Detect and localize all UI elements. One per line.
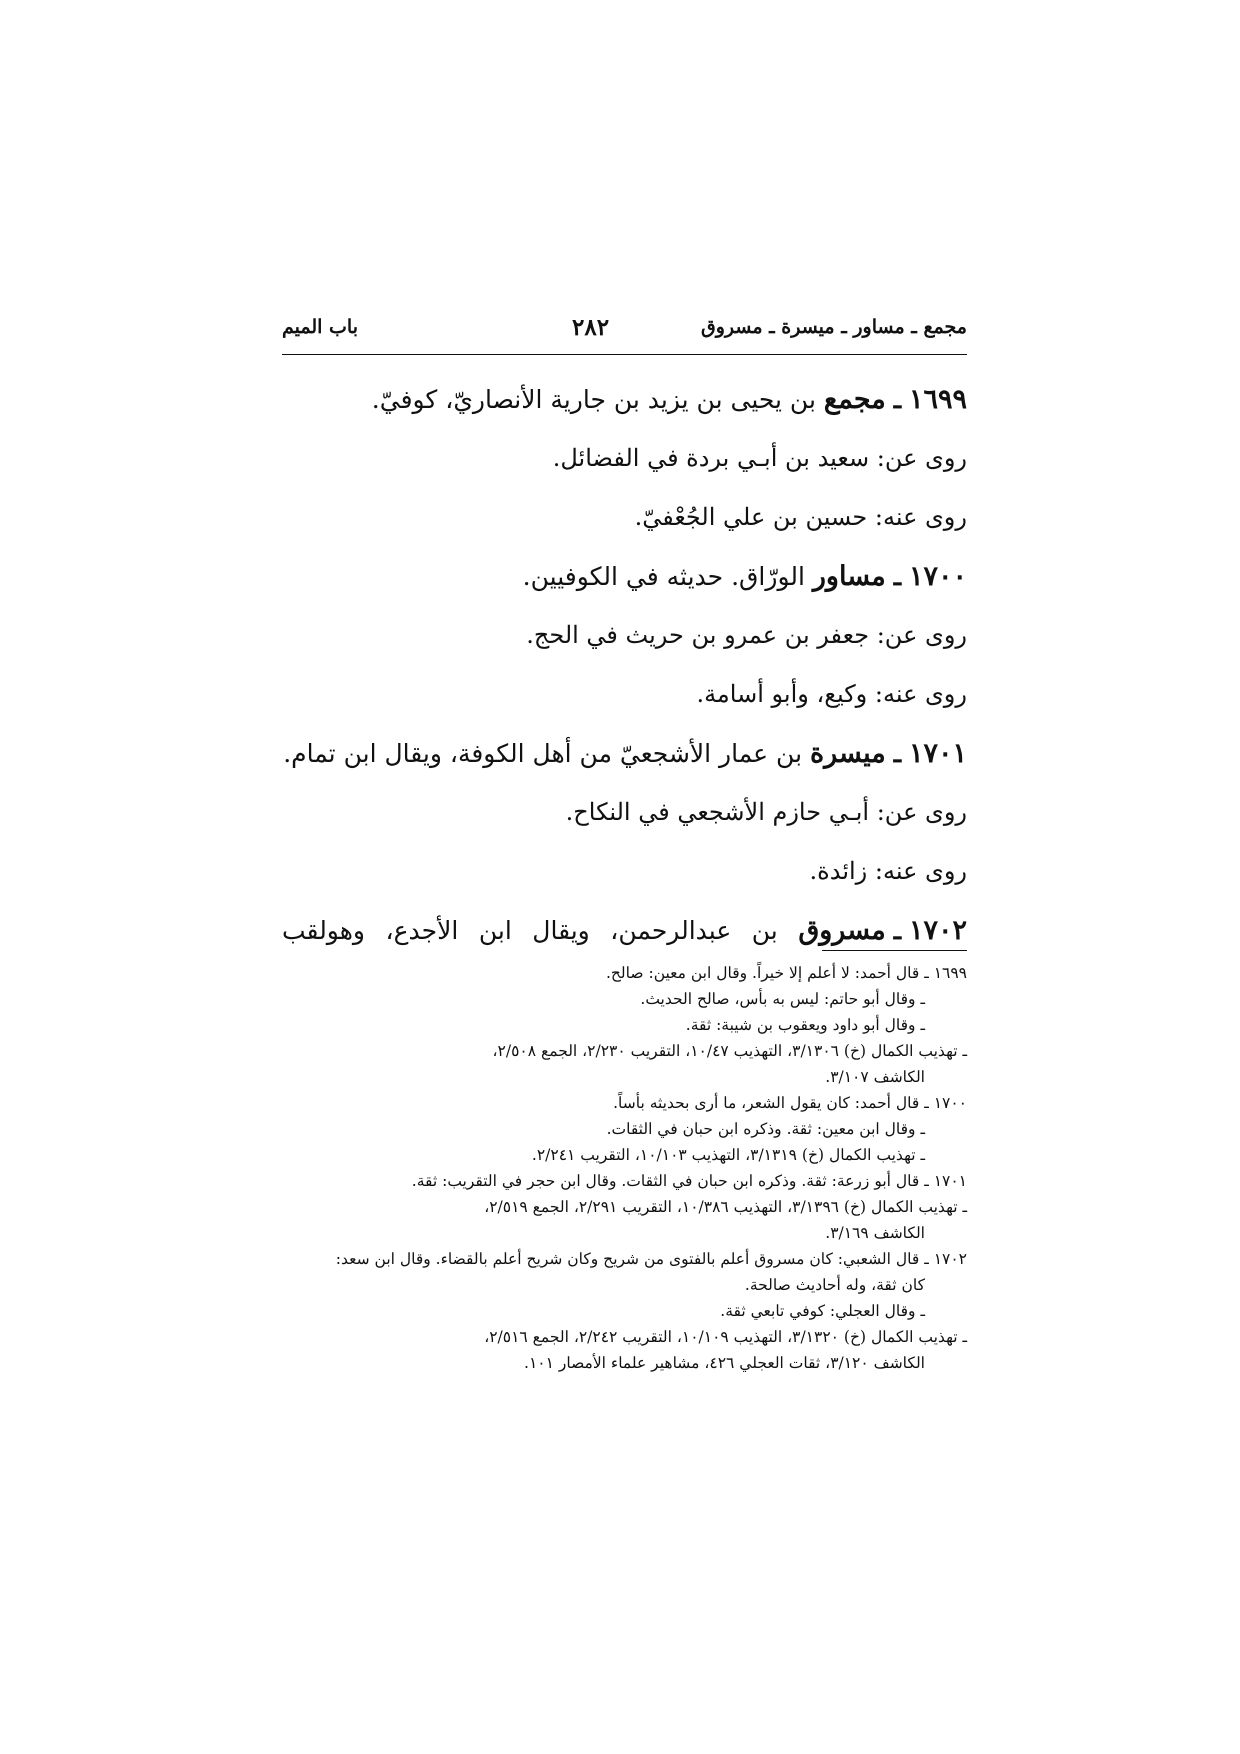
header-rule <box>282 354 967 355</box>
narrated-by-line: روى عنه: وكيع، وأبو أسامة. <box>696 680 967 708</box>
entry-number: ١٦٩٩ <box>908 384 967 415</box>
header-entry-names: مجمع ـ مساور ـ ميسرة ـ مسروق <box>700 316 967 338</box>
footnote-rule <box>822 950 967 951</box>
entry-word: عبدالرحمن، <box>610 916 732 945</box>
narrated-from-line: روى عن: سعيد بن أبـي بردة في الفضائل. <box>552 444 967 472</box>
entry-name: مسروق <box>798 915 886 946</box>
page-number: ٢٨٢ <box>572 314 610 341</box>
entry-number: ١٧٠٢ <box>908 915 967 946</box>
footnote-line: ١٧٠٠ ـ قال أحمد: كان يقول الشعر، ما أرى بحديثه بأساً. <box>613 1094 967 1112</box>
entry-dash: ـ <box>893 562 902 591</box>
narrated-by-line: روى عنه: حسين بن علي الجُعْفيّ. <box>634 503 967 531</box>
entry-description: بن عمار الأشجعيّ من أهل الكوفة، ويقال ابن تمام. <box>283 739 803 768</box>
entry-description: الورّاق. حديثه في الكوفيين. <box>522 562 805 591</box>
footnote-line: ـ وقال أبو داود ويعقوب بن شيبة: ثقة. <box>685 1016 925 1034</box>
entry-heading <box>282 724 967 783</box>
footnote-line: ١٧٠١ ـ قال أبو زرعة: ثقة. وذكره ابن حبان في الثقات. وقال ابن حجر في التقريب: ثقة. <box>411 1172 967 1190</box>
entry-dash: ـ <box>893 916 902 945</box>
entry-name: مجمع <box>823 384 886 415</box>
entry-dash: ـ <box>893 739 902 768</box>
footnote-line: ـ تهذيب الكمال (خ) ٣/١٣٠٦، التهذيب ١٠/٤٧، التقريب ٢/٢٣٠، الجمع ٢/٥٠٨، <box>492 1042 967 1060</box>
footnote-line: الكاشف ٣/١٠٧. <box>825 1068 925 1086</box>
footnote-line: ١٧٠٢ ـ قال الشعبي: كان مسروق أعلم بالفتوى من شريح وكان شريح أعلم بالقضاء. وقال ابن سعد: <box>335 1250 967 1268</box>
entry-name: ميسرة <box>810 738 886 769</box>
entry-dash: ـ <box>893 385 902 414</box>
entry-word: وهولقب <box>282 916 365 945</box>
entry-number: ١٧٠٠ <box>908 561 967 592</box>
main-text <box>282 370 967 960</box>
running-header <box>282 312 967 352</box>
footnote-line: ـ تهذيب الكمال (خ) ٣/١٣٢٠، التهذيب ١٠/١٠٩، التقريب ٢/٢٤٢، الجمع ٢/٥١٦، <box>484 1328 967 1346</box>
footnote-line: ـ وقال أبو حاتم: ليس به بأس، صالح الحديث. <box>640 990 925 1008</box>
footnote-line: ـ تهذيب الكمال (خ) ٣/١٣٩٦، التهذيب ١٠/٣٨٦، التقريب ٢/٢٩١، الجمع ٢/٥١٩، <box>484 1198 967 1216</box>
header-section-title: باب الميم <box>282 316 359 338</box>
footnote-line: الكاشف ٣/١٦٩. <box>825 1224 925 1242</box>
footnote-line: ـ تهذيب الكمال (خ) ٣/١٣١٩، التهذيب ١٠/١٠٣، التقريب ٢/٢٤١. <box>531 1146 925 1164</box>
entry-number: ١٧٠١ <box>908 738 967 769</box>
narrated-from-line: روى عن: أبـي حازم الأشجعي في النكاح. <box>565 798 967 826</box>
footnote-line: كان ثقة، وله أحاديث صالحة. <box>744 1276 925 1294</box>
entry-word: ويقال <box>532 916 590 945</box>
entry-heading <box>282 547 967 606</box>
footnotes <box>282 960 967 1376</box>
entry-word: الأجدع، <box>385 916 459 945</box>
footnote-line: ـ وقال ابن معين: ثقة. وذكره ابن حبان في الثقات. <box>606 1120 925 1138</box>
entry-description: بن يحيى بن يزيد بن جارية الأنصاريّ، كوفيّ. <box>371 385 816 414</box>
entry-name: مساور <box>812 561 886 592</box>
entry-heading <box>282 901 967 960</box>
entry-word: ابن <box>478 916 512 945</box>
entry-head-group <box>798 901 967 960</box>
footnote-line: ١٦٩٩ ـ قال أحمد: لا أعلم إلا خيراً. وقال ابن معين: صالح. <box>606 964 967 982</box>
entry-word: بن <box>751 916 778 945</box>
entry-heading <box>282 370 967 429</box>
footnote-line: ـ وقال العجلي: كوفي تابعي ثقة. <box>720 1302 925 1320</box>
narrated-by-line: روى عنه: زائدة. <box>809 857 967 885</box>
narrated-from-line: روى عن: جعفر بن عمرو بن حريث في الحج. <box>526 621 967 649</box>
footnote-line: الكاشف ٣/١٢٠، ثقات العجلي ٤٢٦، مشاهير علماء الأمصار ١٠١. <box>524 1354 925 1372</box>
